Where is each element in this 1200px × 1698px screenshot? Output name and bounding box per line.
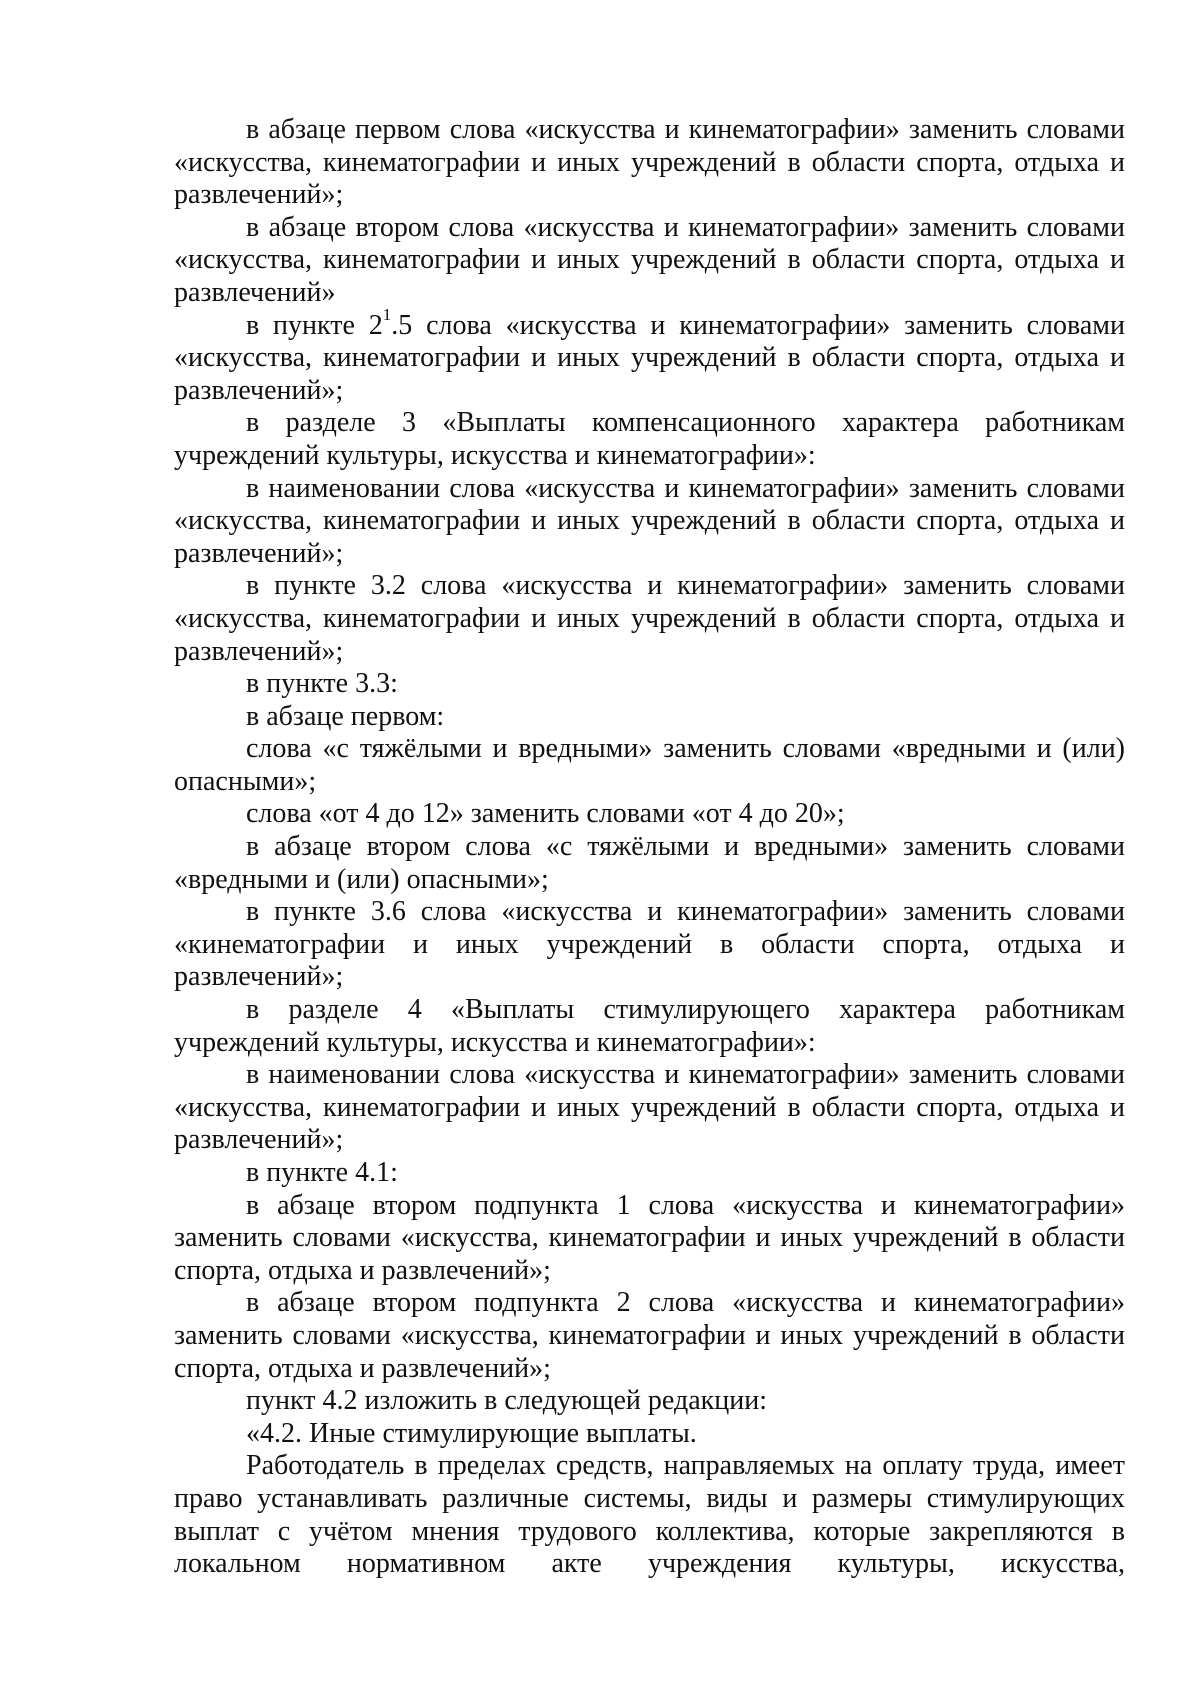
paragraph-6: в пункте 3.2 слова «искусства и кинематографии» заменить словами «искусства, кинематографии и иных учреждений в области спорта, отдыха и развлечений»; <box>174 570 1125 667</box>
paragraph-3-prefix: в пункте 2 <box>246 309 383 341</box>
paragraph-19: «4.2. Иные стимулирующие выплаты. <box>246 1417 697 1449</box>
paragraph-3-superscript: 1 <box>382 305 392 325</box>
paragraph-1: в абзаце первом слова «искусства и кинематографии» заменить словами «искусства, кинематографии и иных учреждений в области спорта, отдыха и развлечений»; <box>174 114 1125 211</box>
paragraph-7: в пункте 3.3: <box>246 668 398 700</box>
paragraph-13: в разделе 4 «Выплаты стимулирующего характера работникам учреждений культуры, искусства и кинематографии»: <box>174 994 1125 1058</box>
paragraph-8: в абзаце первом: <box>246 700 445 732</box>
paragraph-5: в наименовании слова «искусства и кинематографии» заменить словами «искусства, кинематографии и иных учреждений в области спорта, отдыха и развлечений»; <box>174 472 1125 569</box>
paragraph-20: Работодатель в пределах средств, направляемых на оплату труда, имеет право устанавливать различные системы, виды и размеры стимулирующих выплат с учётом мнения трудового коллектива, которые закрепляются в локальном нормативном акте учреждения культуры, искусства, <box>174 1450 1125 1580</box>
document-page <box>174 114 1125 1581</box>
paragraph-10: слова «от 4 до 12» заменить словами «от 4 до 20»; <box>246 798 845 830</box>
paragraph-12: в пункте 3.6 слова «искусства и кинематографии» заменить словами «кинематографии и иных учреждений в области спорта, отдыха и развлечений»; <box>174 896 1125 993</box>
paragraph-18: пункт 4.2 изложить в следующей редакции: <box>246 1385 767 1417</box>
paragraph-17: в абзаце втором подпункта 2 слова «искусства и кинематографии» заменить словами «искусства, кинематографии и иных учреждений в области спорта, отдыха и развлечений»; <box>174 1287 1125 1384</box>
paragraph-15: в пункте 4.1: <box>246 1157 398 1188</box>
paragraph-16: в абзаце втором подпункта 1 слова «искусства и кинематографии» заменить словами «искусства, кинематографии и иных учреждений в области спорта, отдыха и развлечений»; <box>174 1189 1125 1286</box>
paragraph-2: в абзаце втором слова «искусства и кинематографии» заменить словами «искусства, кинематографии и иных учреждений в области спорта, отдыха и развлечений» <box>174 211 1125 308</box>
paragraph-3-text: .5 слова «искусства и кинематографии» заменить словами «искусства, кинематографии и иных учреждений в области спорта, отдыха и развлечений»; <box>174 309 1125 406</box>
paragraph-3 <box>174 305 1125 408</box>
paragraph-4: в разделе 3 «Выплаты компенсационного характера работникам учреждений культуры, искусства и кинематографии»: <box>174 407 1125 471</box>
paragraph-9: слова «с тяжёлыми и вредными» заменить словами «вредными и (или) опасными»; <box>174 733 1125 797</box>
paragraph-11: в абзаце втором слова «с тяжёлыми и вредными» заменить словами «вредными и (или) опасными»; <box>174 831 1125 895</box>
paragraph-14: в наименовании слова «искусства и кинематографии» заменить словами «искусства, кинематографии и иных учреждений в области спорта, отдыха и развлечений»; <box>174 1059 1125 1156</box>
